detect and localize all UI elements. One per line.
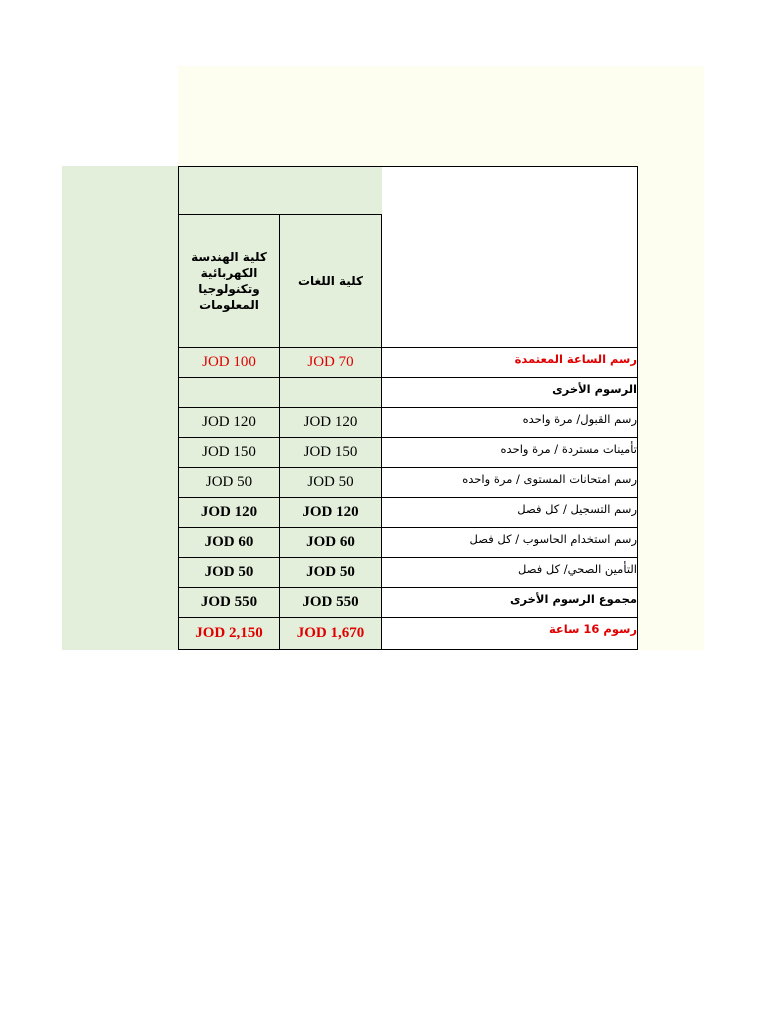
- row-label-computer-usage-fee: رسم استخدام الحاسوب / كل فصل: [381, 527, 638, 557]
- row-computer-languages: JOD 60: [279, 527, 382, 558]
- row-registration-languages: JOD 120: [279, 497, 382, 528]
- row-computer-engineering: JOD 60: [178, 527, 280, 558]
- row-admission-engineering: JOD 120: [178, 407, 280, 438]
- cream-background-top: [178, 66, 704, 166]
- row-label-credit-hour-fee: رسم الساعة المعتمدة: [381, 347, 638, 377]
- row-total-other-languages: JOD 550: [279, 587, 382, 618]
- row-registration-engineering: JOD 120: [178, 497, 280, 528]
- row-label-admission-fee: رسم القبول/ مرة واحده: [381, 407, 638, 437]
- row-credit-hour-engineering: JOD 100: [178, 347, 280, 378]
- row-16-hour-engineering: JOD 2,150: [178, 617, 280, 650]
- row-label-placement-exam-fee: رسم امتحانات المستوى / مرة واحده: [381, 467, 638, 497]
- row-total-other-engineering: JOD 550: [178, 587, 280, 618]
- row-other-fees-engineering: [178, 377, 280, 408]
- row-16-hour-languages: JOD 1,670: [279, 617, 382, 650]
- row-label-health-insurance: التأمين الصحي/ كل فصل: [381, 557, 638, 587]
- row-label-other-fees: الرسوم الأخرى: [381, 377, 638, 407]
- row-label-total-other-fees: مجموع الرسوم الأخرى: [381, 587, 638, 617]
- row-health-engineering: JOD 50: [178, 557, 280, 588]
- row-deposit-languages: JOD 150: [279, 437, 382, 468]
- cream-background-right: [638, 166, 704, 650]
- row-placement-languages: JOD 50: [279, 467, 382, 498]
- row-label-16-hour-fees: رسوم 16 ساعة: [381, 617, 638, 650]
- row-label-registration-fee: رسم التسجيل / كل فصل: [381, 497, 638, 527]
- row-placement-engineering: JOD 50: [178, 467, 280, 498]
- header-engineering-faculty: كلية الهندسة الكهربائية وتكنولوجيا المعلومات: [178, 214, 280, 348]
- row-admission-languages: JOD 120: [279, 407, 382, 438]
- row-credit-hour-languages: JOD 70: [279, 347, 382, 378]
- row-other-fees-languages: [279, 377, 382, 408]
- row-label-refundable-deposit: تأمينات مستردة / مرة واحده: [381, 437, 638, 467]
- header-languages-faculty: كلية اللغات: [279, 214, 382, 348]
- row-health-languages: JOD 50: [279, 557, 382, 588]
- row-deposit-engineering: JOD 150: [178, 437, 280, 468]
